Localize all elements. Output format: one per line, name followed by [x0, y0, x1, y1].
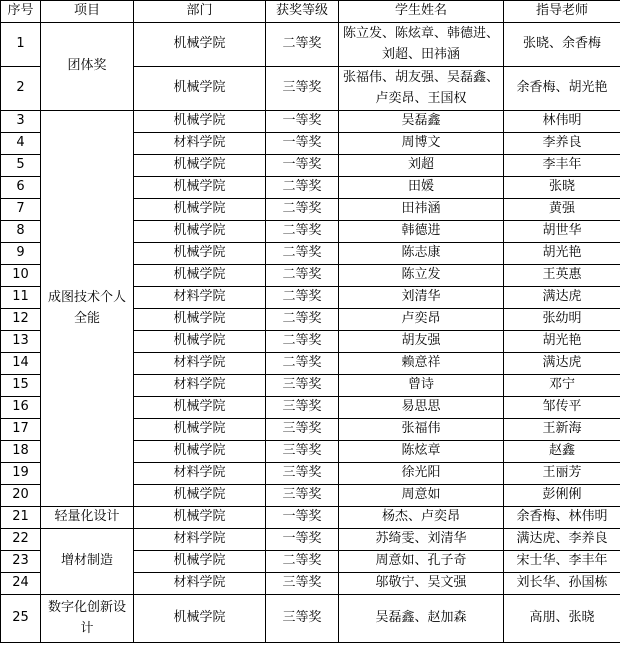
cell-no: 1: [1, 23, 41, 67]
cell-teachers: 邓宁: [504, 375, 620, 397]
cell-teachers: 张幼明: [504, 309, 620, 331]
cell-students: 邬敬宁、吴文强: [339, 573, 504, 595]
table-row: [1, 23, 620, 67]
cell-project: 增材制造: [41, 529, 134, 595]
cell-students: 卢奕昂: [339, 309, 504, 331]
cell-no: 14: [1, 353, 41, 375]
cell-no: 10: [1, 265, 41, 287]
cell-no: 2: [1, 67, 41, 111]
cell-award: 一等奖: [266, 155, 339, 177]
cell-teachers: 王丽芳: [504, 463, 620, 485]
cell-no: 25: [1, 595, 41, 643]
cell-award: 一等奖: [266, 507, 339, 529]
cell-no: 18: [1, 441, 41, 463]
cell-teachers: 张晓、余香梅: [504, 23, 620, 67]
cell-teachers: 黄强: [504, 199, 620, 221]
cell-dept: 材料学院: [134, 287, 266, 309]
cell-teachers: 高朋、张晓: [504, 595, 620, 643]
cell-project: 团体奖: [41, 23, 134, 111]
table-row: [1, 595, 620, 643]
cell-students: 周意如: [339, 485, 504, 507]
cell-teachers: 胡光艳: [504, 243, 620, 265]
cell-teachers: 宋士华、李丰年: [504, 551, 620, 573]
cell-dept: 机械学院: [134, 221, 266, 243]
cell-teachers: 胡世华: [504, 221, 620, 243]
cell-teachers: 林伟明: [504, 111, 620, 133]
cell-award: 二等奖: [266, 221, 339, 243]
header-cell-teachers: 指导老师: [504, 1, 620, 23]
cell-teachers: 余香梅、胡光艳: [504, 67, 620, 111]
cell-no: 24: [1, 573, 41, 595]
cell-award: 二等奖: [266, 353, 339, 375]
header-cell-project: 项目: [41, 1, 134, 23]
cell-dept: 机械学院: [134, 309, 266, 331]
cell-students: 陈炫章: [339, 441, 504, 463]
table-row: [1, 529, 620, 551]
cell-dept: 机械学院: [134, 595, 266, 643]
cell-no: 6: [1, 177, 41, 199]
header-row: [1, 1, 620, 23]
cell-students: 徐光阳: [339, 463, 504, 485]
cell-students: 陈志康: [339, 243, 504, 265]
header-cell-students: 学生姓名: [339, 1, 504, 23]
cell-no: 9: [1, 243, 41, 265]
cell-students: 张福伟: [339, 419, 504, 441]
cell-students: 周博文: [339, 133, 504, 155]
cell-teachers: 李养良: [504, 133, 620, 155]
cell-no: 21: [1, 507, 41, 529]
cell-teachers: 满达虎: [504, 353, 620, 375]
cell-award: 二等奖: [266, 265, 339, 287]
cell-no: 22: [1, 529, 41, 551]
cell-award: 三等奖: [266, 67, 339, 111]
cell-award: 三等奖: [266, 463, 339, 485]
cell-dept: 机械学院: [134, 419, 266, 441]
cell-teachers: 满达虎: [504, 287, 620, 309]
table-header: [1, 1, 620, 23]
cell-students: 易思思: [339, 397, 504, 419]
cell-award: 二等奖: [266, 243, 339, 265]
cell-students: 吴磊鑫、赵加森: [339, 595, 504, 643]
cell-students: 曾诗: [339, 375, 504, 397]
cell-students: 周意如、孔子奇: [339, 551, 504, 573]
cell-award: 二等奖: [266, 177, 339, 199]
cell-award: 二等奖: [266, 23, 339, 67]
cell-students: 杨杰、卢奕昂: [339, 507, 504, 529]
cell-project: 轻量化设计: [41, 507, 134, 529]
cell-teachers: 余香梅、林伟明: [504, 507, 620, 529]
cell-award: 三等奖: [266, 485, 339, 507]
cell-dept: 材料学院: [134, 133, 266, 155]
cell-no: 3: [1, 111, 41, 133]
cell-no: 20: [1, 485, 41, 507]
cell-dept: 材料学院: [134, 353, 266, 375]
cell-dept: 材料学院: [134, 463, 266, 485]
cell-no: 8: [1, 221, 41, 243]
cell-dept: 机械学院: [134, 507, 266, 529]
table-body: [1, 23, 620, 643]
cell-award: 二等奖: [266, 287, 339, 309]
cell-no: 11: [1, 287, 41, 309]
cell-no: 19: [1, 463, 41, 485]
cell-no: 7: [1, 199, 41, 221]
cell-dept: 机械学院: [134, 177, 266, 199]
cell-award: 一等奖: [266, 529, 339, 551]
cell-dept: 机械学院: [134, 199, 266, 221]
table-row: [1, 111, 620, 133]
cell-dept: 机械学院: [134, 67, 266, 111]
cell-teachers: 王新海: [504, 419, 620, 441]
cell-no: 5: [1, 155, 41, 177]
cell-students: 田媛: [339, 177, 504, 199]
cell-students: 田祎涵: [339, 199, 504, 221]
cell-dept: 机械学院: [134, 485, 266, 507]
cell-dept: 机械学院: [134, 23, 266, 67]
cell-award: 二等奖: [266, 309, 339, 331]
cell-award: 一等奖: [266, 133, 339, 155]
cell-teachers: 彭俐俐: [504, 485, 620, 507]
cell-teachers: 赵鑫: [504, 441, 620, 463]
cell-students: 吴磊鑫: [339, 111, 504, 133]
cell-teachers: 王英惠: [504, 265, 620, 287]
cell-award: 三等奖: [266, 375, 339, 397]
cell-award: 三等奖: [266, 595, 339, 643]
cell-students: 刘清华: [339, 287, 504, 309]
cell-award: 三等奖: [266, 419, 339, 441]
cell-award: 三等奖: [266, 573, 339, 595]
cell-award: 一等奖: [266, 111, 339, 133]
cell-no: 13: [1, 331, 41, 353]
cell-award: 二等奖: [266, 331, 339, 353]
cell-teachers: 张晓: [504, 177, 620, 199]
cell-students: 刘超: [339, 155, 504, 177]
cell-students: 苏绮雯、刘清华: [339, 529, 504, 551]
cell-no: 15: [1, 375, 41, 397]
cell-dept: 机械学院: [134, 155, 266, 177]
cell-dept: 机械学院: [134, 551, 266, 573]
cell-no: 12: [1, 309, 41, 331]
cell-students: 韩德进: [339, 221, 504, 243]
header-cell-no: 序号: [1, 1, 41, 23]
cell-dept: 材料学院: [134, 573, 266, 595]
header-cell-award: 获奖等级: [266, 1, 339, 23]
cell-project: 数字化创新设计: [41, 595, 134, 643]
cell-no: 23: [1, 551, 41, 573]
cell-project: 成图技术个人全能: [41, 111, 134, 507]
cell-no: 4: [1, 133, 41, 155]
cell-teachers: 刘长华、孙国栋: [504, 573, 620, 595]
cell-students: 陈立发: [339, 265, 504, 287]
table-row: [1, 507, 620, 529]
cell-dept: 机械学院: [134, 265, 266, 287]
cell-award: 二等奖: [266, 199, 339, 221]
cell-award: 三等奖: [266, 397, 339, 419]
cell-award: 二等奖: [266, 551, 339, 573]
cell-students: 张福伟、胡友强、吴磊鑫、卢奕昂、王国权: [339, 67, 504, 111]
cell-no: 16: [1, 397, 41, 419]
cell-dept: 机械学院: [134, 397, 266, 419]
cell-students: 陈立发、陈炫章、韩德进、刘超、田祎涵: [339, 23, 504, 67]
cell-teachers: 邹传平: [504, 397, 620, 419]
cell-students: 胡友强: [339, 331, 504, 353]
header-cell-dept: 部门: [134, 1, 266, 23]
cell-dept: 机械学院: [134, 331, 266, 353]
cell-dept: 机械学院: [134, 441, 266, 463]
cell-teachers: 满达虎、李养良: [504, 529, 620, 551]
cell-dept: 机械学院: [134, 111, 266, 133]
cell-dept: 材料学院: [134, 375, 266, 397]
cell-no: 17: [1, 419, 41, 441]
cell-dept: 材料学院: [134, 529, 266, 551]
cell-award: 三等奖: [266, 441, 339, 463]
cell-teachers: 胡光艳: [504, 331, 620, 353]
cell-dept: 机械学院: [134, 243, 266, 265]
cell-students: 赖意祥: [339, 353, 504, 375]
cell-teachers: 李丰年: [504, 155, 620, 177]
